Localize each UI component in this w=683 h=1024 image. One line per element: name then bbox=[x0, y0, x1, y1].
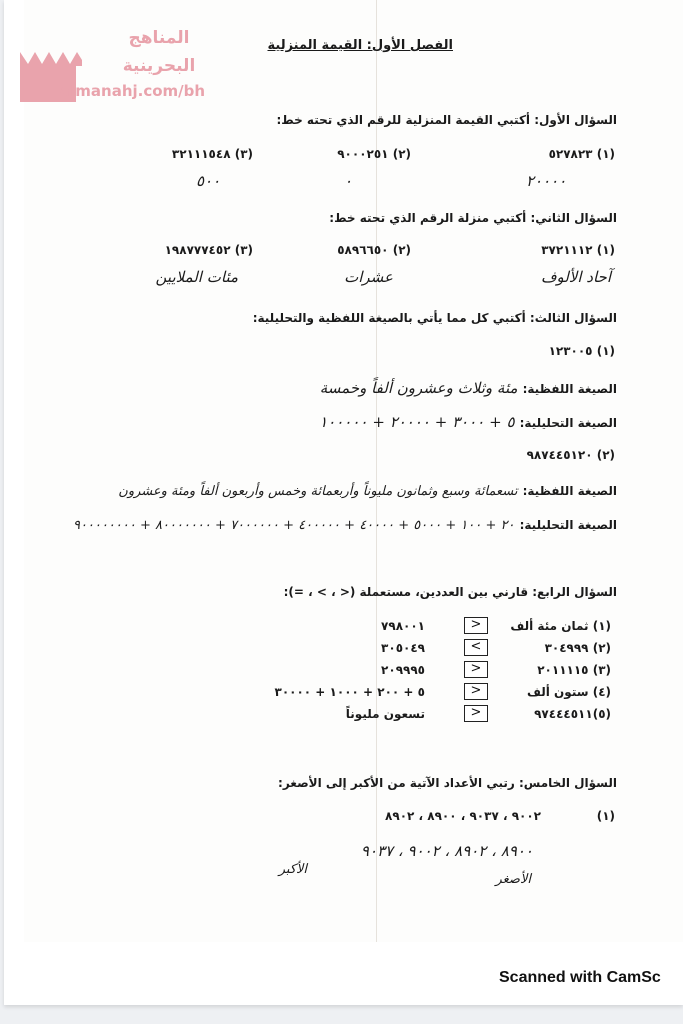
q3-item-1-expanded: الصيغة التحليلية: ٥ + ٣٠٠٠ + ٢٠٠٠٠ + ١٠٠٠٠٠ bbox=[319, 413, 617, 431]
question-5-heading: السؤال الخامس: رتبي الأعداد الآتية من الأكبر إلى الأصغر: bbox=[278, 776, 617, 790]
q2-item-3-answer: مئات الملايين bbox=[155, 268, 238, 286]
q1-item-3-number: ٣٢١١١٥٤٨ bbox=[171, 147, 231, 161]
q2-item-1-answer: آحاد الألوف bbox=[540, 268, 611, 286]
q1-item-3: (٣) ٣٢١١١٥٤٨ bbox=[171, 147, 253, 161]
q5-item-1-numbers: ٩٠٠٢ ، ٩٠٣٧ ، ٨٩٠٠ ، ٨٩٠٢ bbox=[385, 809, 541, 823]
comparison-answer-box[interactable]: > bbox=[464, 683, 488, 700]
q1-item-3-answer: ٥٠٠ bbox=[196, 172, 221, 190]
q2-item-2-answer: عشرات bbox=[344, 268, 393, 286]
q1-item-1-number: ٥٢٧٨٢٣ bbox=[548, 147, 593, 161]
q1-item-2-answer: ٠ bbox=[344, 172, 353, 190]
page-title: الفصل الأول: القيمة المنزلية bbox=[267, 38, 453, 53]
q3-item-1-number: ١٢٣٠٠٥ bbox=[548, 344, 593, 358]
question-1-heading: السؤال الأول: أكتبي القيمة المنزلية للرقم الذي تحته خط: bbox=[276, 113, 617, 127]
watermark-line2: البحرينية bbox=[122, 56, 196, 76]
document-page: المناهج البحرينية almanahj.com/bh الفصل الأول: القيمة المنزلية السؤال الأول: أكتبي القيمة المنزلية للرقم الذي تحته خط: (١) ٥٢٧٨٢٣ ٢٠٠٠٠ (٢) ٩٠٠٠٢٥١ ٠ (٣) ٣٢١١١٥٤٨ ٥٠٠ السؤال الثاني: أكتبي منزلة الرقم الذي تحته خط: (١) ٣٧٢١١١٢ آحاد الألوف (٢) ٥٨٩٦٦٥٠ عشرات (٣) ١٩٨٧٧٧٤٥٢ مئات الملايين السؤال الثالث: أكتبي كل مما يأتي بالصيغة اللفظية والتحليلية: (١) ١٢٣٠٠٥ الصيغة اللفظية: مئة وثلاث وعشرون ألفاً وخمسة الصيغة التحليلية: ٥ + ٣٠٠٠ + ٢٠٠٠٠ + ١٠٠٠٠٠ (٢) ٩٨٧٤٤٥١٢٠ الصيغة اللفظية: تسعمائة وسبع وثمانون مليوناً وأربعمائة وخمس وأربعون ألفاً ومئة وعشرون الصيغة التحليلية: ٢٠ + ١٠٠ + ٥٠٠٠ + ٤٠٠٠٠ + ٤٠٠٠٠٠ + ٧٠٠٠٠٠٠ + ٨٠٠٠٠٠٠٠ + ٩٠٠٠٠٠٠٠٠ السؤال الرابع: قارني بين العددين، مستعملة (< ، > ، =): (١) ثمان مئة ألف > ٧٩٨٠٠١ (٢) ٣٠٤٩٩٩ < ٣٠٥٠٤٩ (٣) ٢٠١١١١٥ > ٢٠٩٩٩٥ (٤) ستون ألف > ٥ + ٢٠٠ + ١٠٠٠ + ٣٠٠٠٠ (٥)٩٧٤٤٤٥١١ > تسعون مليوناً السؤال الخامس: رتبي الأعداد الآتية من الأكبر إلى الأصغر: (١) ٩٠٠٢ ، ٩٠٣٧ ، ٨٩٠٠ ، ٨٩٠٢ ٨٩٠٠ ، ٨٩٠٢ ، ٩٠٠٢ ، ٩٠٣٧ الأصغر الأكبر Scanned with CamSc bbox=[4, 0, 683, 1005]
q2-item-2-number: ٥٨٩٦٦٥٠ bbox=[337, 243, 389, 257]
q3-item-2-expanded-answer: ٢٠ + ١٠٠ + ٥٠٠٠ + ٤٠٠٠٠ + ٤٠٠٠٠٠ + ٧٠٠٠٠٠٠ + ٨٠٠٠٠٠٠٠ + ٩٠٠٠٠٠٠٠٠ bbox=[73, 518, 515, 533]
paper-fold-line bbox=[376, 0, 377, 942]
q3-item-1-verbal: الصيغة اللفظية: مئة وثلاث وعشرون ألفاً وخمسة bbox=[319, 379, 617, 397]
q3-item-2-number: ٩٨٧٤٤٥١٢٠ bbox=[526, 448, 593, 462]
comparison-answer-box[interactable]: > bbox=[464, 661, 488, 678]
q1-item-1-answer: ٢٠٠٠٠ bbox=[526, 172, 567, 190]
q3-item-2-verbal-answer: تسعمائة وسبع وثمانون مليوناً وأربعمائة وخمس وأربعون ألفاً ومئة وعشرون bbox=[118, 484, 518, 499]
scanner-footer: Scanned with CamSc bbox=[499, 969, 661, 986]
q5-item-1-label: (١) bbox=[596, 809, 615, 823]
q3-item-1-verbal-answer: مئة وثلاث وعشرون ألفاً وخمسة bbox=[319, 379, 518, 397]
q3-item-2-verbal: الصيغة اللفظية: تسعمائة وسبع وثمانون مليوناً وأربعمائة وخمس وأربعون ألفاً ومئة وعشرون bbox=[118, 484, 617, 499]
q5-item-1-answer: ٨٩٠٠ ، ٨٩٠٢ ، ٩٠٠٢ ، ٩٠٣٧ bbox=[360, 842, 533, 860]
comparison-answer-box[interactable]: < bbox=[464, 639, 488, 656]
comparison-answer-box[interactable]: > bbox=[464, 617, 488, 634]
q2-item-2: (٢) ٥٨٩٦٦٥٠ bbox=[337, 243, 411, 257]
q3-item-2-expanded: الصيغة التحليلية: ٢٠ + ١٠٠ + ٥٠٠٠ + ٤٠٠٠٠ + ٤٠٠٠٠٠ + ٧٠٠٠٠٠٠ + ٨٠٠٠٠٠٠٠ + ٩٠٠٠٠٠٠٠٠ bbox=[73, 518, 617, 533]
q3-item-1: (١) ١٢٣٠٠٥ bbox=[548, 344, 615, 358]
q1-item-1: (١) ٥٢٧٨٢٣ bbox=[548, 147, 615, 161]
q3-item-2: (٢) ٩٨٧٤٤٥١٢٠ bbox=[526, 448, 615, 462]
q2-item-3: (٣) ١٩٨٧٧٧٤٥٢ bbox=[164, 243, 253, 257]
q1-item-2-number: ٩٠٠٠٢٥١ bbox=[337, 147, 389, 161]
watermark-url: almanahj.com/bh bbox=[60, 82, 206, 100]
largest-label: الأكبر bbox=[278, 862, 307, 877]
scanned-sheet bbox=[24, 0, 683, 942]
smallest-label: الأصغر bbox=[495, 872, 531, 887]
q2-item-1: (١) ٣٧٢١١١٢ bbox=[541, 243, 615, 257]
q3-item-1-expanded-answer: ٥ + ٣٠٠٠ + ٢٠٠٠٠ + ١٠٠٠٠٠ bbox=[319, 413, 515, 431]
q2-item-1-number: ٣٧٢١١١٢ bbox=[541, 243, 593, 257]
question-2-heading: السؤال الثاني: أكتبي منزلة الرقم الذي تحته خط: bbox=[329, 211, 617, 225]
q1-item-2: (٢) ٩٠٠٠٢٥١ bbox=[337, 147, 411, 161]
q2-item-3-number: ١٩٨٧٧٧٤٥٢ bbox=[164, 243, 231, 257]
watermark-line1: المناهج bbox=[128, 28, 190, 48]
comparison-answer-box[interactable]: > bbox=[464, 705, 488, 722]
question-3-heading: السؤال الثالث: أكتبي كل مما يأتي بالصيغة اللفظية والتحليلية: bbox=[252, 311, 617, 325]
question-4-heading: السؤال الرابع: قارني بين العددين، مستعملة (< ، > ، =): bbox=[283, 585, 617, 599]
